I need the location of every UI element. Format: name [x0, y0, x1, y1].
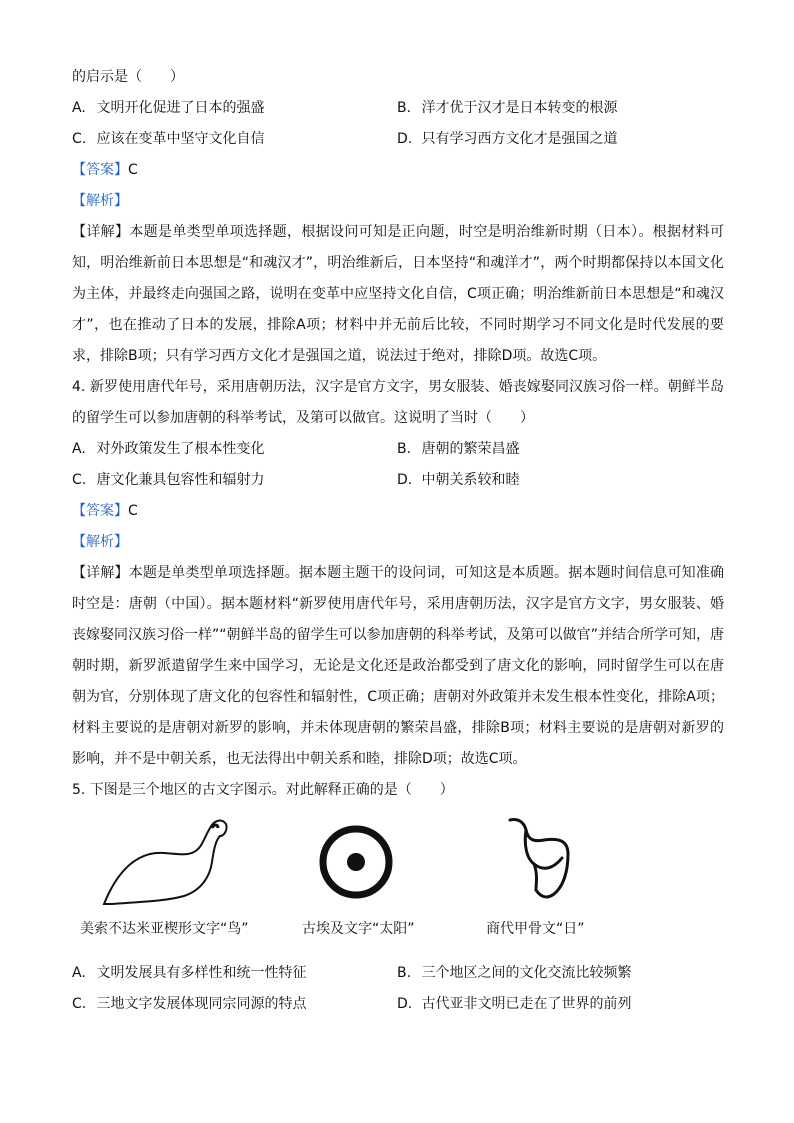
q3-detail	[72, 217, 724, 372]
oracle-bone-ri-drawing	[504, 814, 574, 904]
caption-cuneiform-bird: 美索不达米亚楔形文字“鸟”	[80, 921, 249, 937]
caption-oracle-ri: 商代甲骨文“日”	[486, 921, 585, 937]
q5-options-row-1	[72, 958, 724, 989]
detail-tag: 【详解】	[72, 224, 130, 240]
q4-answer	[72, 496, 724, 527]
answer-tag: 【答案】	[72, 162, 128, 178]
q5-option-d[interactable]: D. 古代亚非文明已走在了世界的前列	[397, 996, 632, 1012]
answer-value: C	[128, 162, 138, 178]
q5-option-c[interactable]: C. 三地文字发展体现同宗同源的特点	[72, 996, 307, 1012]
q4-option-c[interactable]: C. 唐文化兼具包容性和辐射力	[72, 472, 265, 488]
q3-options-row-1	[72, 93, 724, 124]
q3-options-row-2	[72, 124, 724, 155]
cuneiform-bird-drawing	[100, 812, 230, 912]
q5-options-row-2	[72, 989, 724, 1020]
egyptian-sun-drawing	[316, 822, 396, 902]
detail-tag: 【详解】	[72, 565, 129, 581]
analysis-tag: 【解析】	[72, 193, 128, 209]
q3-analysis-heading	[72, 186, 724, 217]
q4-detail	[72, 558, 724, 775]
q4-options-row-1	[72, 434, 724, 465]
q3-option-a[interactable]: A. 文明开化促进了日本的强盛	[72, 100, 265, 116]
q3-answer	[72, 155, 724, 186]
q4-option-b[interactable]: B. 唐朝的繁荣昌盛	[397, 441, 520, 457]
q4-analysis-heading	[72, 527, 724, 558]
q4-option-a[interactable]: A. 对外政策发生了根本性变化	[72, 441, 265, 457]
analysis-tag: 【解析】	[72, 534, 128, 550]
q3-stem-tail: 的启示是（ ）	[72, 69, 184, 85]
caption-egyptian-sun: 古埃及文字“太阳”	[302, 921, 415, 937]
q3-option-b[interactable]: B. 洋才优于汉才是日本转变的根源	[397, 100, 618, 116]
ancient-scripts-figure	[72, 808, 724, 958]
q3-option-d[interactable]: D. 只有学习西方文化才是强国之道	[397, 131, 618, 147]
q4-stem: 4. 新罗使用唐代年号，采用唐朝历法，汉字是官方文字，男女服装、婚丧嫁娶同汉族习俗一样。朝鲜半岛的留学生可以参加唐朝的科举考试，及第可以做官。这说明了当时（ ）	[72, 379, 724, 426]
answer-tag: 【答案】	[72, 503, 128, 519]
detail-text: 本题是单类型单项选择题。据本题主题干的设问词，可知这是本质题。据本题时间信息可知准确时空是：唐朝（中国）。据本题材料“新罗使用唐代年号，采用唐朝历法，汉字是官方文字，男女服装、婚丧嫁娶同汉族习俗一样”“朝鲜半岛的留学生可以参加唐朝的科举考试，及第可以做官”并结合所学可知，唐朝时期，新罗派遣留学生来中国学习，无论是文化还是政治都受到了唐文化的影响，同时留学生可以在唐朝为官，分别体现了唐文化的包容性和辐射性，C项正确；唐朝对外政策并未发生根本性变化，排除A项；材料主要说的是唐朝对新罗的影响，并未体现唐朝的繁荣昌盛，排除B项；材料主要说的是唐朝对新罗的影响，并不是中朝关系，也无法得出中朝关系和睦，排除D项；故选C项。	[72, 565, 725, 767]
q5-option-b[interactable]: B. 三个地区之间的文化交流比较频繁	[397, 965, 632, 981]
answer-value: C	[128, 503, 138, 519]
q4-option-d[interactable]: D. 中朝关系较和睦	[397, 472, 520, 488]
q4-options-row-2	[72, 465, 724, 496]
detail-text: 本题是单类型单项选择题，根据设问可知是正向题，时空是明治维新时期（日本）。根据材料可知，明治维新前日本思想是“和魂汉才”，明治维新后，日本坚持“和魂洋才”，两个时期都保持以本国文化为主体，并最终走向强国之路，说明在变革中应坚持文化自信，C项正确；明治维新前日本思想是“和魂汉才”，也在推动了日本的发展，排除A项；材料中并无前后比较，不同时期学习不同文化是时代发展的要求，排除B项；只有学习西方文化才是强国之道，说法过于绝对，排除D项。故选C项。	[72, 224, 725, 364]
question-page	[72, 62, 724, 1020]
q5-stem: 5. 下图是三个地区的古文字图示。对此解释正确的是（ ）	[72, 782, 454, 798]
q5-option-a[interactable]: A. 文明发展具有多样性和统一性特征	[72, 965, 307, 981]
q3-option-c[interactable]: C. 应该在变革中坚守文化自信	[72, 131, 265, 147]
